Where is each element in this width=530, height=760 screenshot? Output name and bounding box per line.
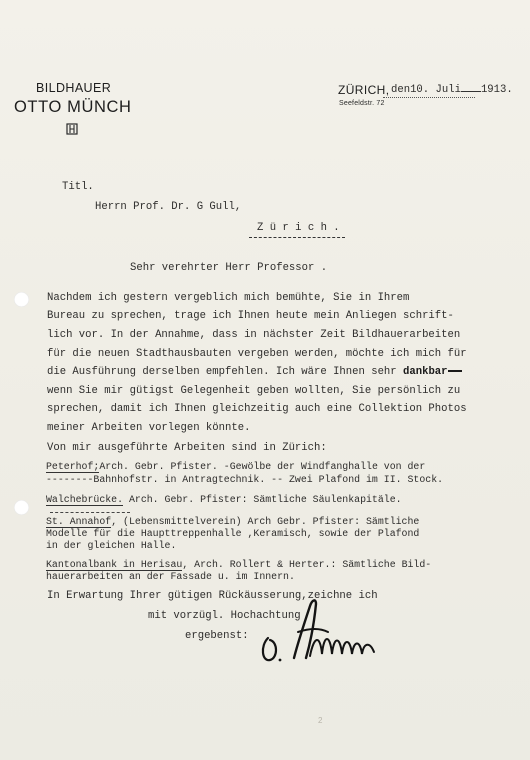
work-detail-line: Modelle für die Haupttreppenhalle ,Keramisch, sowie der Plafond xyxy=(46,528,420,539)
closing-line: In Erwartung Ihrer gütigen Rückäusserung,zeichne ich xyxy=(47,590,378,602)
punch-hole-top xyxy=(14,292,29,307)
punch-hole-bottom xyxy=(14,500,29,515)
letter-date-day-month: den10. Juli xyxy=(391,84,461,96)
work-name: Kantonalbank in Herisau xyxy=(46,559,183,570)
handwritten-signature xyxy=(258,594,388,672)
work-name: St. Annahof xyxy=(46,516,112,527)
letter-date-year-suffix: 3. xyxy=(500,84,513,96)
work-detail: Arch. Gebr. Pfister. -Gewölbe der Windfanghalle von der xyxy=(99,461,426,472)
entry-separator xyxy=(50,512,130,513)
body-line: meiner Arbeiten vorlegen könnte. xyxy=(47,422,251,434)
letter-date xyxy=(391,84,513,96)
work-entry xyxy=(46,516,419,527)
body-line: sprechen, damit ich Ihnen gleichzeitig auch eine Collektion Photos xyxy=(47,403,467,415)
letterhead-name: OTTO MÜNCH xyxy=(14,98,132,116)
work-name: Peterhof; xyxy=(46,461,100,472)
monogram-icon xyxy=(66,123,78,135)
date-rule xyxy=(383,97,475,98)
body-line: wenn Sie mir gütigst Gelegenheit geben wollten, Sie persönlich zu xyxy=(47,385,461,397)
city-underline xyxy=(249,237,345,238)
works-intro: Von mir ausgeführte Arbeiten sind in Zürich: xyxy=(47,442,327,454)
work-entry xyxy=(46,559,431,570)
letterhead-profession: BILDHAUER xyxy=(36,81,112,95)
body-line xyxy=(47,366,462,378)
work-entry xyxy=(46,461,425,472)
letterhead-place: ZÜRICH, xyxy=(338,83,390,97)
closing-line: ergebenst: xyxy=(185,630,249,642)
body-line: Nachdem ich gestern vergeblich mich bemühte, Sie in Ihrem xyxy=(47,292,410,304)
work-detail-line: hauerarbeiten an der Fassade u. im Innern. xyxy=(46,571,295,582)
body-line: Bureau zu sprechen, trage ich Ihnen heute mein Anliegen schrift- xyxy=(47,310,454,322)
recipient-name: Herrn Prof. Dr. G Gull, xyxy=(95,201,242,213)
work-name: Walchebrücke. xyxy=(46,494,124,505)
work-detail-line: --------Bahnhofstr. in Antragtechnik. -- Zwei Plafond im II. Stock. xyxy=(46,474,444,485)
work-detail: Arch. Gebr. Pfister: Sämtliche Säulenkapitäle. xyxy=(123,494,402,505)
work-detail-line: in der gleichen Halle. xyxy=(46,540,177,551)
closing-line: mit vorzügl. Hochachtung xyxy=(148,610,301,622)
recipient-title: Titl. xyxy=(62,181,94,193)
body-line-text: die Ausführung derselben empfehlen. Ich wäre Ihnen sehr xyxy=(47,366,397,378)
body-line: lich vor. In der Annahme, dass in nächster Zeit Bildhauerarbeiten xyxy=(47,329,461,341)
handwritten-correction: dankbar xyxy=(403,366,448,378)
letter-date-year-prefix: 191 xyxy=(480,84,501,96)
body-line: für die neuen Stadthausbauten vergeben werden, möchte ich mich für xyxy=(47,348,467,360)
salutation: Sehr verehrter Herr Professor . xyxy=(130,262,328,274)
letterhead-street: Seefeldstr. 72 xyxy=(339,100,385,107)
page-mark: 2 xyxy=(318,716,323,725)
recipient-city: Z ü r i c h . xyxy=(257,222,340,234)
work-detail: , (Lebensmittelverein) Arch Gebr. Pfister: Sämtliche xyxy=(111,516,420,527)
work-entry xyxy=(46,494,402,505)
work-detail: , Arch. Rollert & Herter.: Sämtliche Bild- xyxy=(182,559,432,570)
